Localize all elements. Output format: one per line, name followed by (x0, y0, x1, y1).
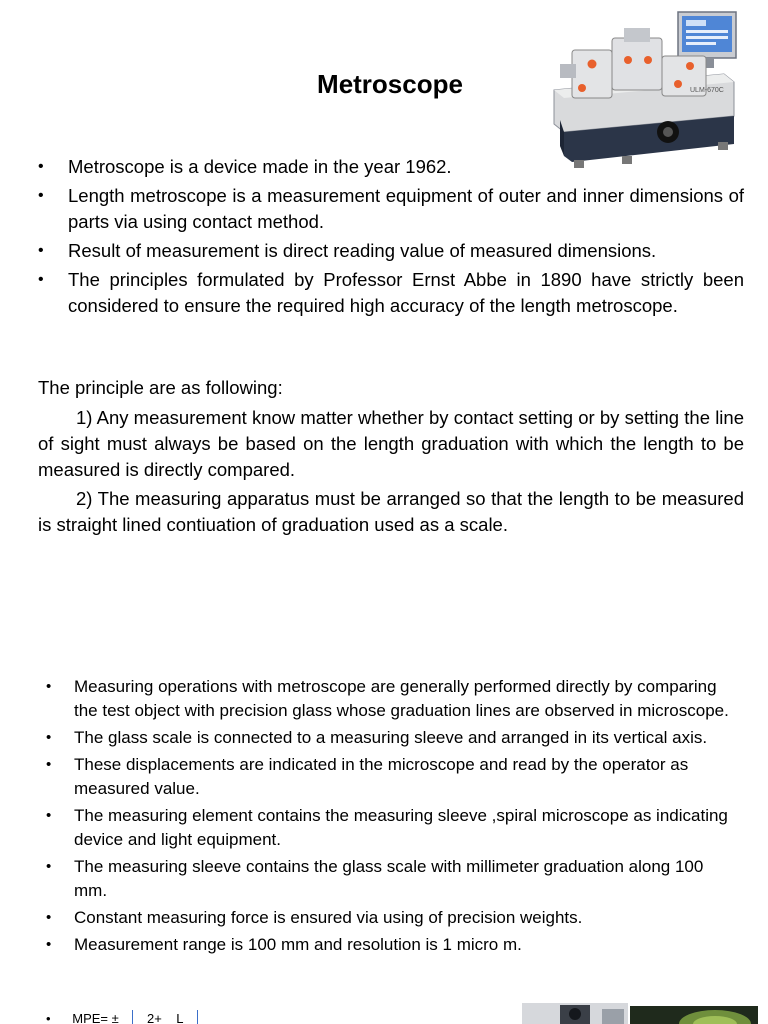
formula-left: MPE= ± (72, 1011, 119, 1024)
list-item-text: The measuring sleeve contains the glass scale with millimeter graduation along 100 mm. (74, 857, 704, 900)
list-item (46, 906, 736, 930)
mpe-formula (46, 1010, 208, 1024)
list-item (46, 933, 736, 957)
list-item (46, 726, 736, 750)
formula-bracket (132, 1010, 133, 1024)
formula-mid: 2+ (147, 1011, 162, 1024)
principle-paragraph: 1) Any measurement know matter whether by contact setting or by setting the line of sight must always be based on the length graduation with which the length to be measured is directly compared. (38, 407, 744, 480)
bullet-icon: • (38, 242, 44, 259)
bullet-icon: • (46, 678, 52, 695)
bullet-icon: • (38, 271, 44, 288)
list-item-text: The principles formulated by Professor Ernst Abbe in 1890 have strictly been considered to ensure the required high accuracy of the length metroscope. (68, 269, 744, 316)
device-photo-thumbnail (522, 1003, 628, 1024)
intro-bullet-list (38, 154, 744, 322)
principle-paragraph: 2) The measuring apparatus must be arranged so that the length to be measured is straight lined contiuation of graduation used as a scale. (38, 488, 744, 535)
list-item-text: Metroscope is a device made in the year 1962. (68, 156, 452, 177)
principle-intro: The principle are as following: (38, 377, 283, 398)
list-item (38, 267, 744, 319)
bullet-icon: • (46, 1011, 51, 1024)
machine-model-label: ULM-670C (690, 87, 724, 94)
list-item-text: Measurement range is 100 mm and resolution is 1 micro m. (74, 935, 522, 954)
formula-bracket (197, 1010, 198, 1024)
bullet-icon: • (46, 936, 52, 953)
list-item-text: The glass scale is connected to a measuring sleeve and arranged in its vertical axis. (74, 728, 708, 747)
page-title: Metroscope (317, 69, 463, 99)
list-item (38, 154, 744, 180)
list-item-text: These displacements are indicated in the microscope and read by the operator as measured value. (74, 755, 689, 798)
bullet-icon: • (46, 807, 52, 824)
list-item-text: Measuring operations with metroscope are generally performed directly by comparing the test object with precision glass whose graduation lines are observed in microscope. (74, 677, 729, 720)
bullet-icon: • (46, 909, 52, 926)
list-item (38, 183, 744, 235)
bullet-icon: • (46, 858, 52, 875)
bullet-icon: • (38, 187, 44, 204)
operation-bullet-list (46, 675, 736, 960)
list-item-text: Length metroscope is a measurement equipment of outer and inner dimensions of parts via using contact method. (68, 185, 744, 232)
metroscope-image (550, 8, 742, 173)
list-item-text: Constant measuring force is ensured via using of precision weights. (74, 908, 583, 927)
list-item (46, 855, 736, 903)
bullet-icon: • (46, 756, 52, 773)
list-item (46, 675, 736, 723)
list-item-text: The measuring element contains the measuring sleeve ,spiral microscope as indicating device and light equipment. (74, 806, 728, 849)
list-item-text: Result of measurement is direct reading value of measured dimensions. (68, 240, 657, 261)
list-item (46, 804, 736, 852)
formula-right: L (176, 1011, 184, 1024)
microscope-view-thumbnail (630, 1006, 758, 1024)
bullet-icon: • (46, 729, 52, 746)
bullet-icon: • (38, 158, 44, 175)
list-item (38, 238, 744, 264)
list-item (46, 753, 736, 801)
